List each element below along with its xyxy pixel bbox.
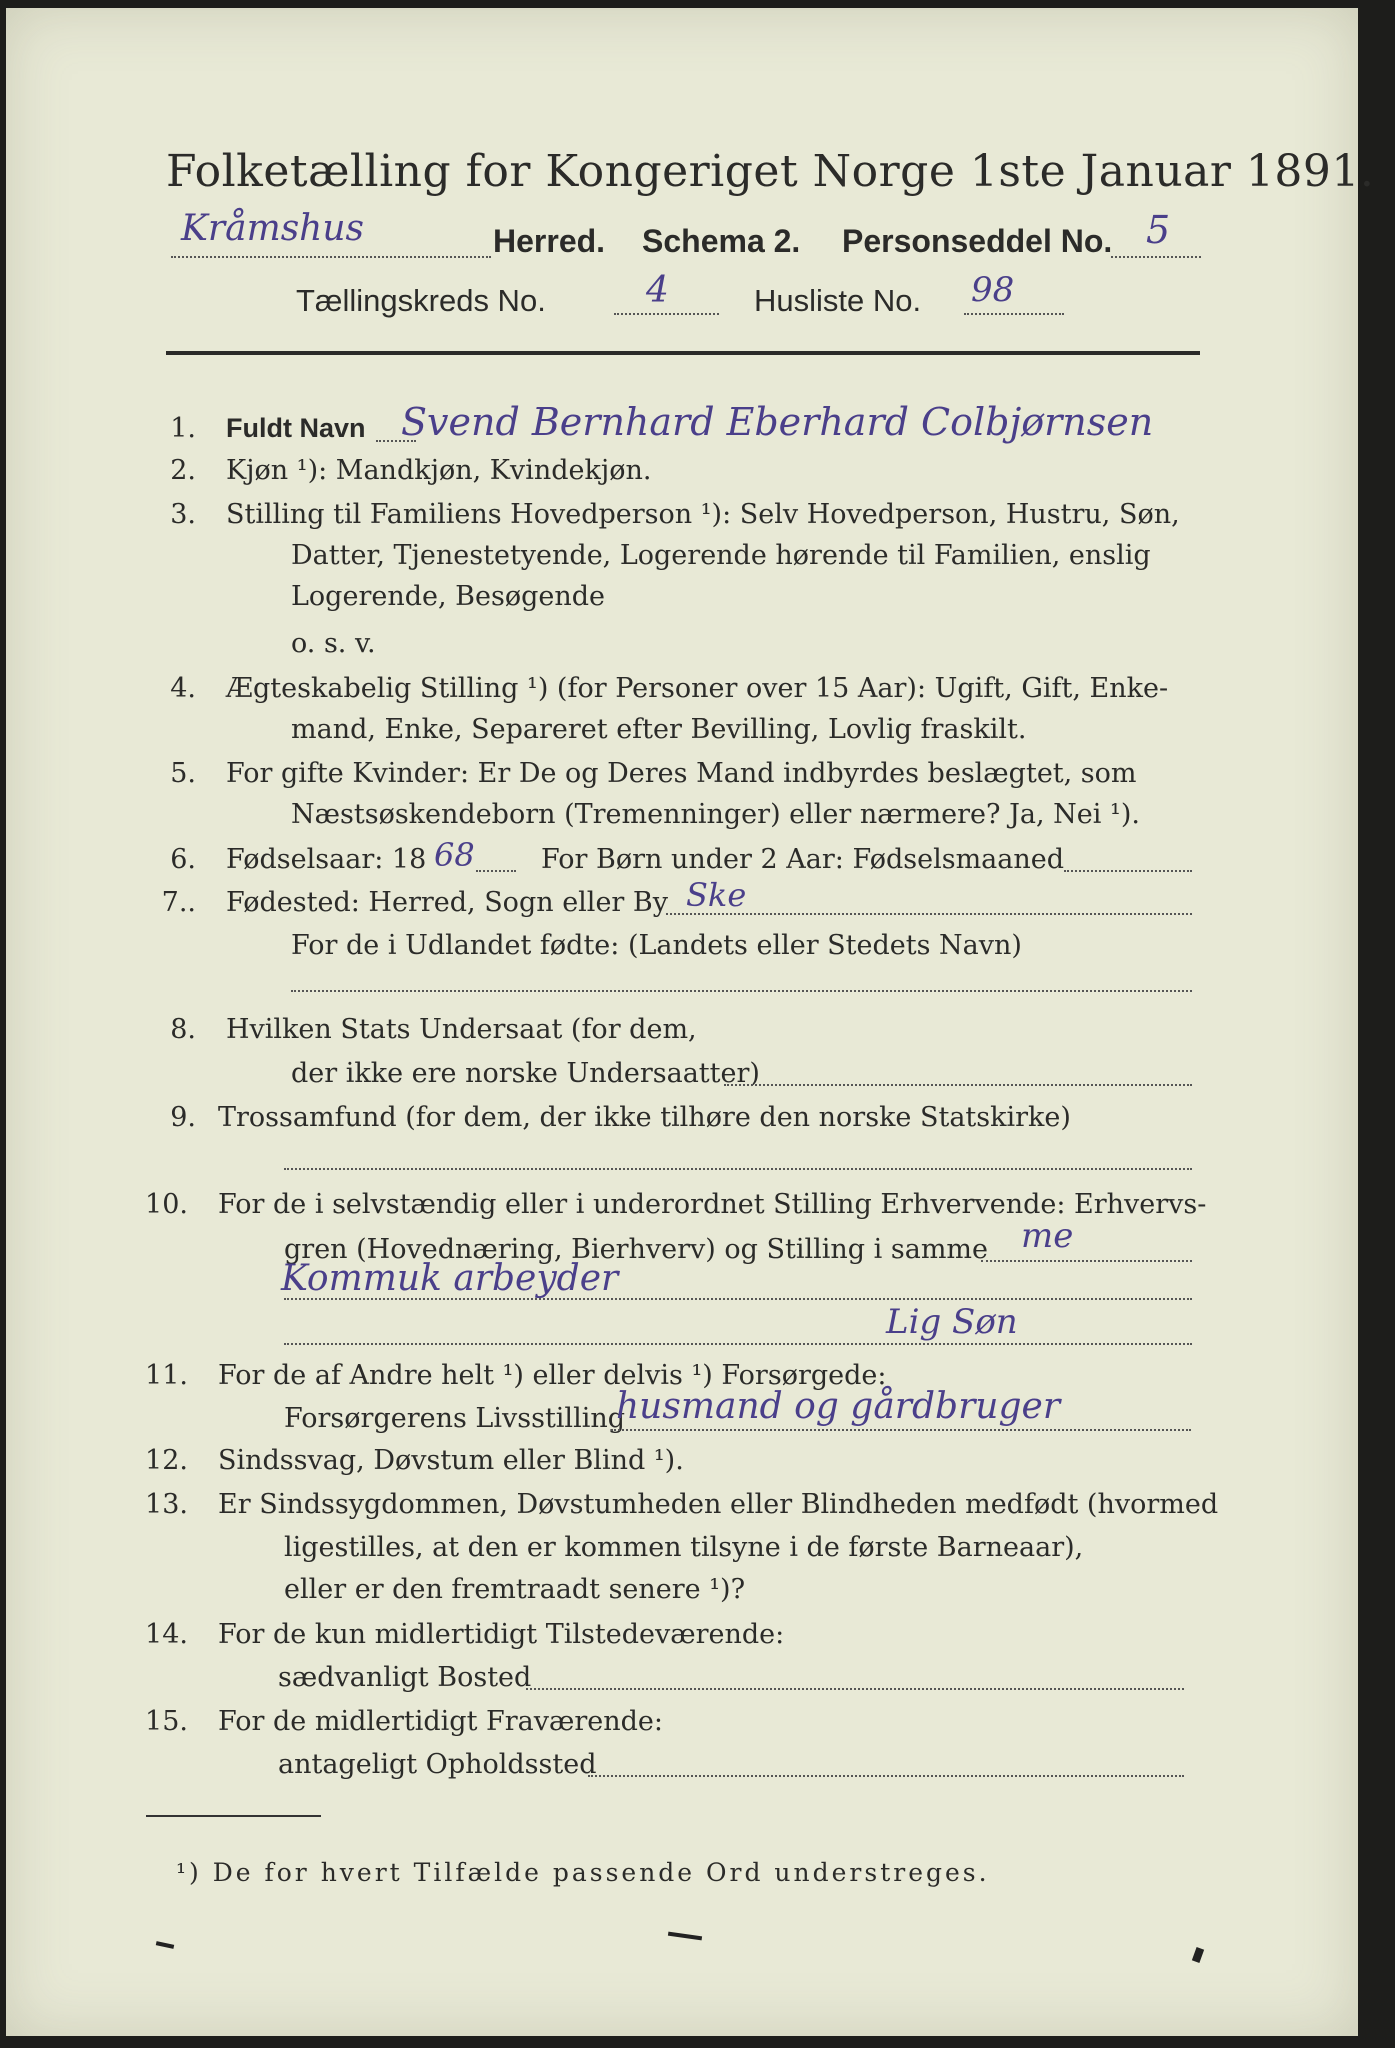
kreds-value: 4: [646, 270, 669, 311]
item-6-number: 6.: [170, 844, 196, 875]
item-6-value: 68: [434, 836, 475, 874]
item-3-number: 3.: [170, 499, 196, 530]
item-7-value: Ske: [686, 876, 747, 914]
item-2-label: Kjøn ¹): Mandkjøn, Kvindekjøn.: [226, 455, 652, 486]
item-6-dots-a: [476, 870, 516, 872]
footnote: ¹) De for hvert Tilfælde passende Ord understreges.: [176, 1858, 990, 1887]
item-3-line-a: Stilling til Familiens Hovedperson ¹): Selv Hovedperson, Hustru, Søn,: [226, 499, 1180, 530]
item-4-line-b: mand, Enke, Separeret efter Bevilling, Lovlig fraskilt.: [291, 714, 1027, 745]
item-2-number: 2.: [170, 455, 196, 486]
item-10-dots-c: [284, 1343, 1192, 1345]
schema-label: Schema 2.: [642, 223, 801, 259]
item-14-number: 14.: [145, 1619, 188, 1650]
item-11-line-b: Forsørgerens Livsstilling: [284, 1403, 626, 1434]
item-10-value-a: me: [1021, 1216, 1074, 1256]
personseddel-dots: [1111, 256, 1201, 258]
item-5-line-a: For gifte Kvinder: Er De og Deres Mand indbyrdes beslægtet, som: [226, 758, 1137, 789]
item-6-label: Fødselsaar: 18: [226, 844, 427, 875]
item-3-line-c: Logerende, Besøgende: [291, 581, 605, 612]
item-7-line-b: For de i Udlandet fødte: (Landets eller Stedets Navn): [291, 930, 1022, 961]
personseddel-label: Personseddel No.: [842, 223, 1113, 259]
item-15-line-b: antageligt Opholdssted: [278, 1749, 597, 1780]
item-14-line-a: For de kun midlertidigt Tilstedeværende:: [218, 1619, 785, 1650]
item-11-dots: [611, 1429, 1191, 1431]
kreds-label: Tællingskreds No.: [296, 283, 546, 318]
census-form-sheet: [6, 8, 1375, 2036]
item-11-number: 11.: [145, 1360, 188, 1391]
item-13-number: 13.: [145, 1489, 188, 1520]
item-9-label: Trossamfund (for dem, der ikke tilhøre den norske Statskirke): [218, 1102, 1071, 1133]
footnote-rule: [146, 1815, 321, 1817]
item-11-line-a: For de af Andre helt ¹) eller delvis ¹) Forsørgede:: [218, 1360, 887, 1391]
item-6-dots-b: [1064, 870, 1192, 872]
ink-mark-left: [156, 1941, 174, 1949]
kreds-dots: [614, 313, 719, 315]
personseddel-value: 5: [1146, 208, 1171, 252]
item-7-dots-b: [291, 990, 1192, 992]
item-8-number: 8.: [170, 1014, 196, 1045]
item-5-number: 5.: [170, 758, 196, 789]
item-15-line-a: For de midlertidigt Fraværende:: [218, 1706, 664, 1737]
husliste-value: 98: [971, 270, 1015, 310]
item-1-label: Fuldt Navn: [226, 413, 366, 443]
item-10-number: 10.: [145, 1189, 188, 1220]
item-13-line-c: eller er den fremtraadt senere ¹)?: [284, 1574, 746, 1605]
husliste-label: Husliste No.: [754, 283, 922, 318]
item-9-number: 9.: [170, 1102, 196, 1133]
herred-label: Herred.: [493, 223, 606, 259]
item-14-line-b: sædvanligt Bosted: [278, 1662, 532, 1693]
item-10-line-a: For de i selvstændig eller i underordnet Stilling Erhvervende: Erhvervs-: [218, 1189, 1207, 1220]
item-1-value: Svend Bernhard Eberhard Colbjørnsen: [401, 400, 1154, 444]
item-6-label-b: For Børn under 2 Aar: Fødselsmaaned: [541, 844, 1065, 875]
item-14-dots: [526, 1688, 1184, 1690]
item-12-label: Sindssvag, Døvstum eller Blind ¹).: [218, 1445, 684, 1476]
item-10-line-b: gren (Hovednæring, Bierhverv) og Stilling i samme: [284, 1234, 989, 1265]
item-4-line-a: Ægteskabelig Stilling ¹) (for Personer over 15 Aar): Ugift, Gift, Enke-: [226, 673, 1169, 704]
husliste-dots: [964, 313, 1064, 315]
item-13-line-b: ligestilles, at den er kommen tilsyne i de første Barneaar),: [284, 1532, 1084, 1563]
item-10-dots-a: [981, 1260, 1192, 1262]
item-8-line-b: der ikke ere norske Undersaatter): [291, 1058, 760, 1089]
item-9-dots: [284, 1168, 1192, 1170]
item-15-number: 15.: [145, 1706, 188, 1737]
header-rule: [166, 351, 1200, 355]
item-10-value-c: Lig Søn: [886, 1302, 1018, 1342]
item-7-number: 7..: [161, 887, 196, 918]
item-1-number: 1.: [170, 413, 196, 444]
item-13-line-a: Er Sindssygdommen, Døvstumheden eller Blindheden medfødt (hvormed: [218, 1489, 1219, 1520]
item-7-label: Fødested: Herred, Sogn eller By: [226, 887, 669, 918]
item-12-number: 12.: [145, 1445, 188, 1476]
ink-mark-right: [1192, 1947, 1204, 1963]
item-5-line-b: Næstsøskendeborn (Tremenninger) eller nærmere? Ja, Nei ¹).: [291, 799, 1140, 830]
herred-value: Kråmshus: [181, 208, 365, 249]
item-11-value: husmand og gårdbruger: [616, 1386, 1061, 1427]
item-4-number: 4.: [170, 673, 196, 704]
item-15-dots: [588, 1775, 1184, 1777]
item-10-value-b: Kommuk arbeyder: [281, 1258, 619, 1299]
item-3-line-d: o. s. v.: [291, 628, 376, 659]
item-8-line-a: Hvilken Stats Undersaat (for dem,: [226, 1014, 697, 1045]
herred-dots: [171, 256, 491, 258]
ink-mark-bottom: [668, 1932, 702, 1941]
form-title: Folketælling for Kongeriget Norge 1ste Januar 1891.: [166, 146, 1375, 197]
item-3-line-b: Datter, Tjenestetyende, Logerende hørende til Familien, enslig: [291, 540, 1151, 571]
item-8-dots: [724, 1084, 1192, 1086]
